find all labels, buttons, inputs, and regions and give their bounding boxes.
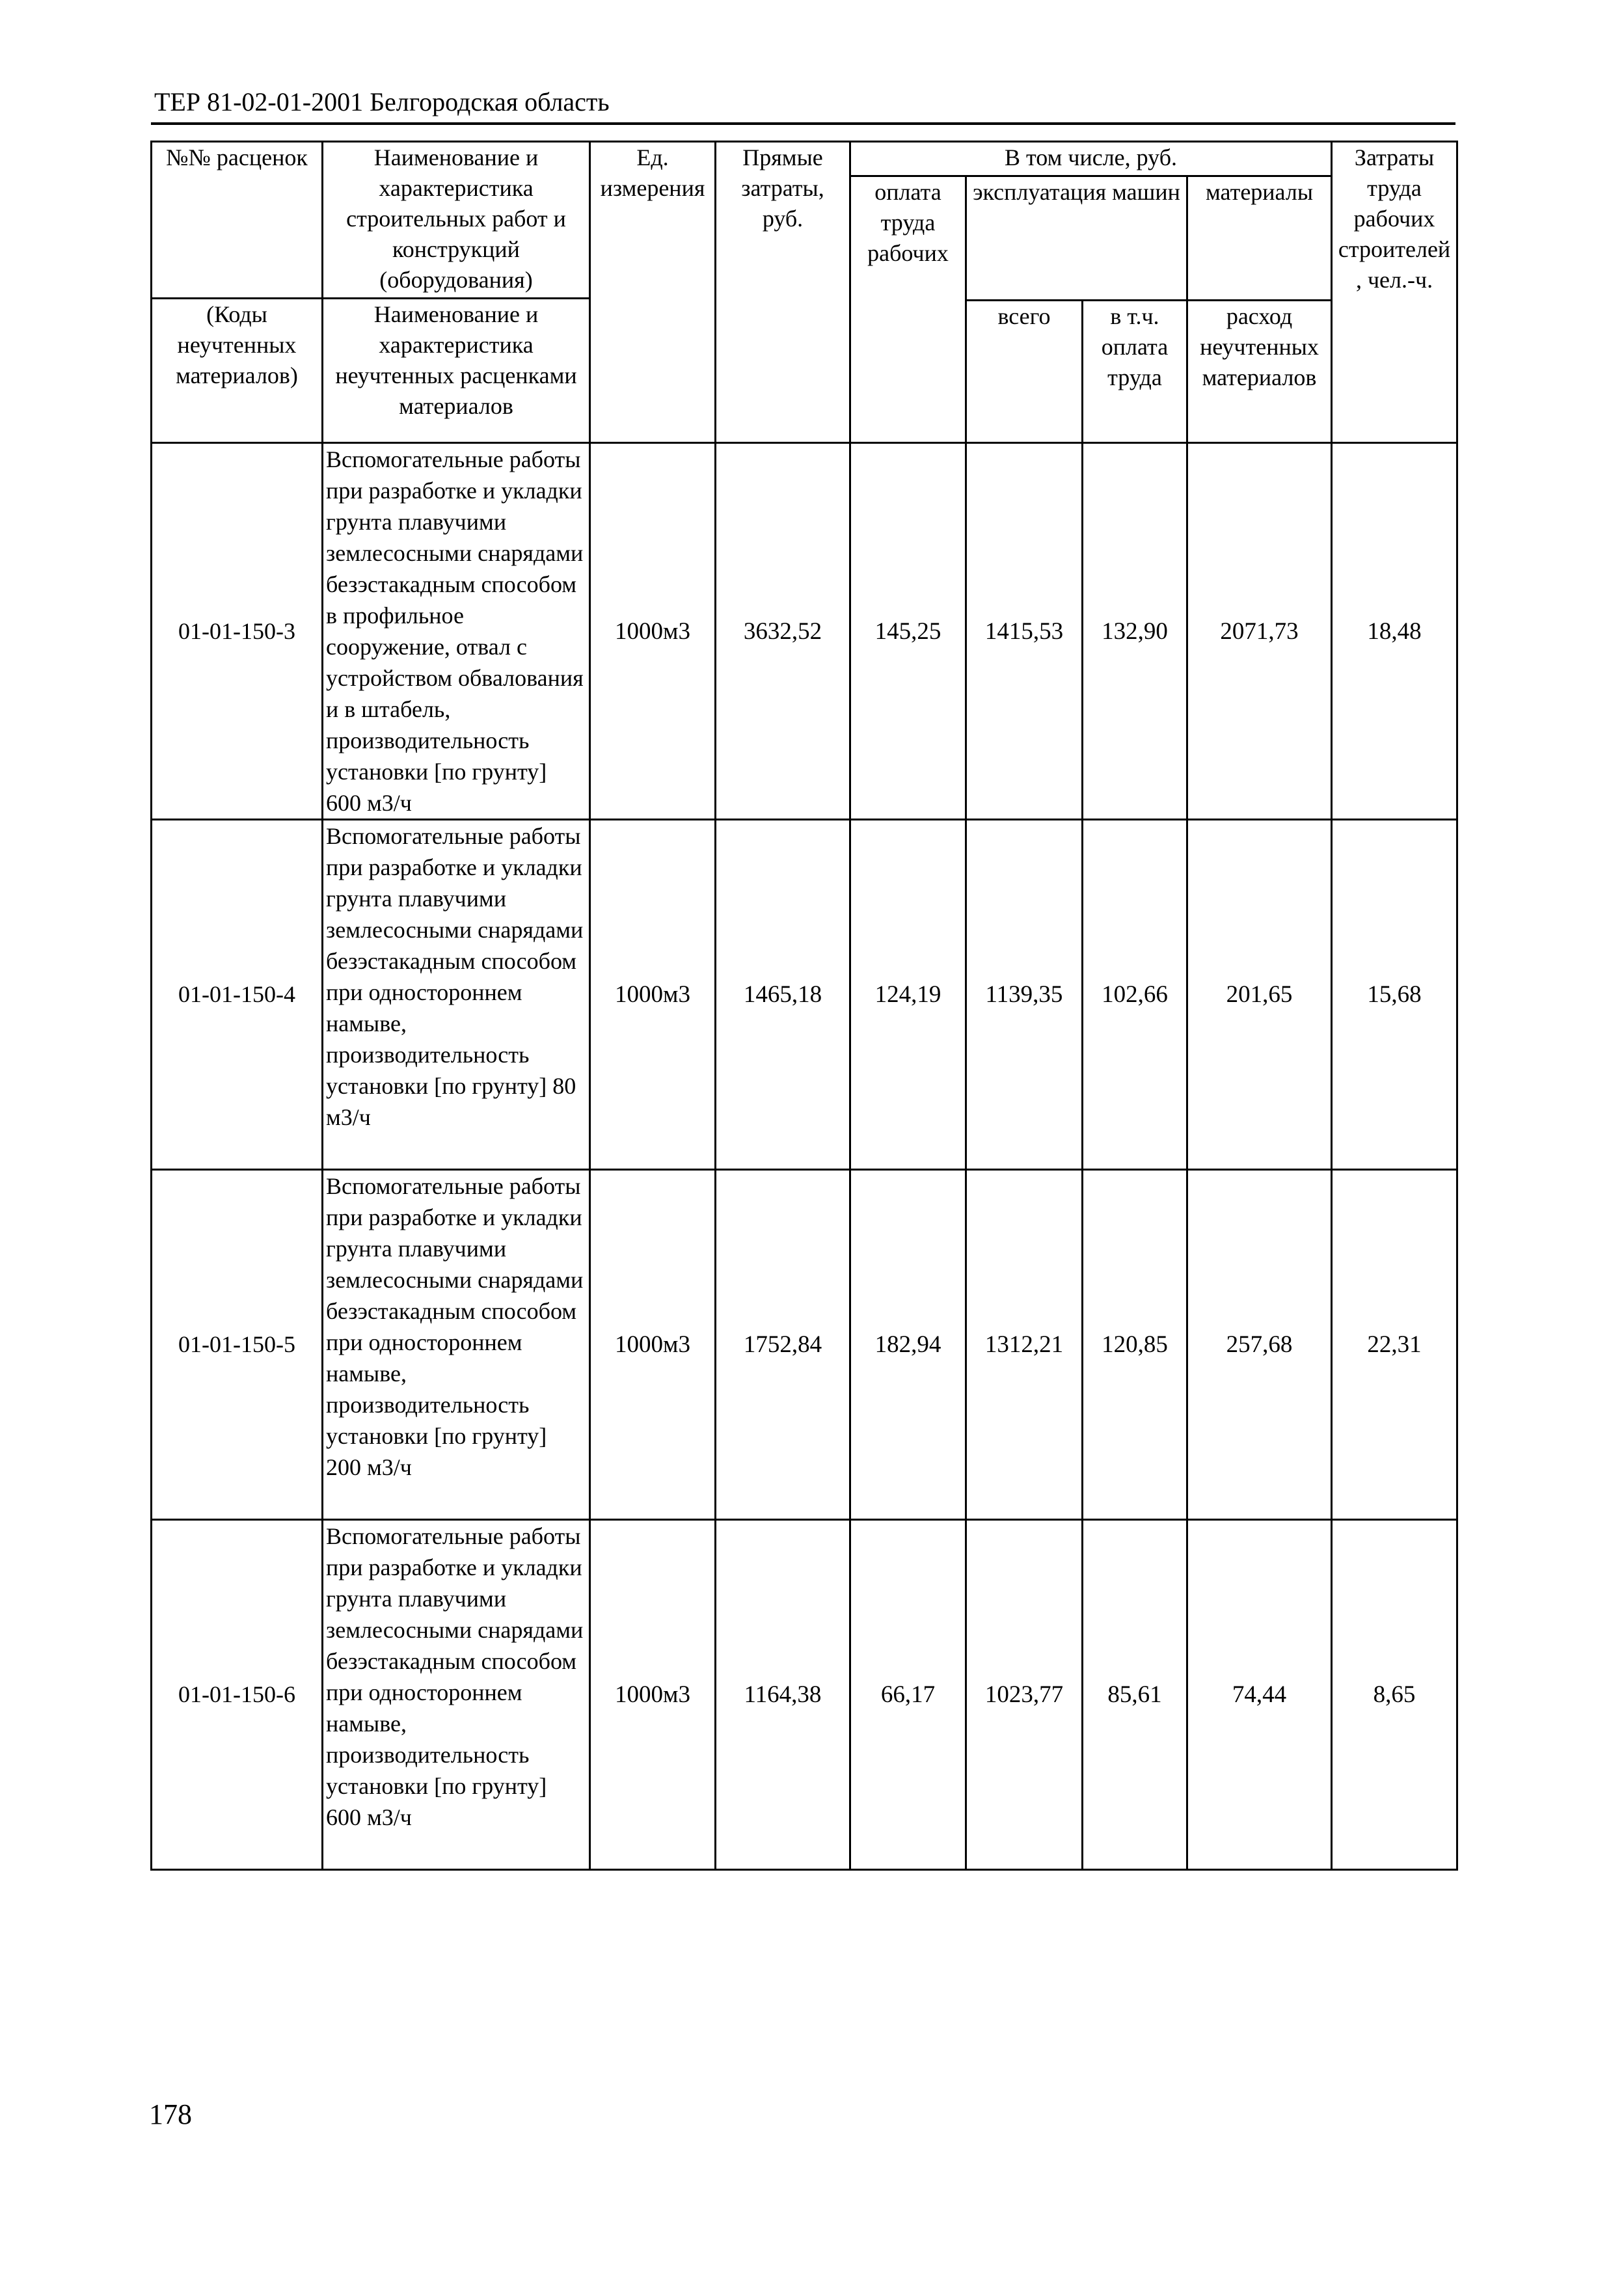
row-name: Вспомогательные работы при разработке и укладки грунта плавучими землесосными снарядами безэстакадным способом при одностороннем намыве, производительность установки [по грунту] 80 м3/ч — [323, 820, 590, 1170]
row-labor: 8,65 — [1332, 1520, 1457, 1870]
page-number: 178 — [149, 2098, 192, 2130]
row-wages: 145,25 — [850, 443, 966, 820]
row-wages: 66,17 — [850, 1520, 966, 1870]
row-unit: 1000м3 — [590, 820, 716, 1170]
row-machines-total: 1312,21 — [966, 1170, 1083, 1520]
header-labor: Затраты труда рабочих строителей, чел.-ч. — [1332, 142, 1457, 443]
row-code: 01-01-150-5 — [152, 1170, 323, 1520]
header-materials: материалы — [1187, 176, 1332, 301]
table-row — [152, 443, 1457, 820]
header-including: В том числе, руб. — [850, 142, 1332, 176]
row-wages: 124,19 — [850, 820, 966, 1170]
table-row — [152, 1520, 1457, 1870]
header-materials-bottom: расход неучтенных материалов — [1187, 301, 1332, 443]
header-wages: оплата труда рабочих — [850, 176, 966, 443]
row-name: Вспомогательные работы при разработке и укладки грунта плавучими землесосными снарядами безэстакадным способом при одностороннем намыве, производительность установки [по грунту] 600 м3/ч — [323, 1520, 590, 1870]
header-direct-costs: Прямые затраты, руб. — [716, 142, 850, 443]
row-materials: 74,44 — [1187, 1520, 1332, 1870]
row-direct: 3632,52 — [716, 443, 850, 820]
row-machines-total: 1139,35 — [966, 820, 1083, 1170]
row-machines-wages: 132,90 — [1083, 443, 1187, 820]
row-machines-wages: 85,61 — [1083, 1520, 1187, 1870]
row-code: 01-01-150-3 — [152, 443, 323, 820]
row-labor: 15,68 — [1332, 820, 1457, 1170]
row-labor: 22,31 — [1332, 1170, 1457, 1520]
row-direct: 1164,38 — [716, 1520, 850, 1870]
header-row-1 — [152, 142, 1457, 176]
header-machines: эксплуатация машин — [966, 176, 1187, 301]
header-code-cell — [152, 142, 323, 443]
row-unit: 1000м3 — [590, 443, 716, 820]
header-machines-wages: в т.ч. оплата труда — [1083, 301, 1187, 443]
row-materials: 2071,73 — [1187, 443, 1332, 820]
header-name-top: Наименование и характеристика строительных работ и конструкций (оборудования) — [323, 142, 589, 299]
row-machines-wages: 102,66 — [1083, 820, 1187, 1170]
header-rule — [151, 122, 1455, 125]
header-code-top: №№ расценок — [152, 142, 321, 299]
row-machines-total: 1415,53 — [966, 443, 1083, 820]
table-row — [152, 1170, 1457, 1520]
row-wages: 182,94 — [850, 1170, 966, 1520]
rates-table — [150, 141, 1458, 1871]
row-direct: 1465,18 — [716, 820, 850, 1170]
row-labor: 18,48 — [1332, 443, 1457, 820]
row-direct: 1752,84 — [716, 1170, 850, 1520]
row-unit: 1000м3 — [590, 1170, 716, 1520]
row-materials: 201,65 — [1187, 820, 1332, 1170]
row-materials: 257,68 — [1187, 1170, 1332, 1520]
row-code: 01-01-150-4 — [152, 820, 323, 1170]
header-machines-total: всего — [966, 301, 1083, 443]
table-row — [152, 820, 1457, 1170]
row-machines-wages: 120,85 — [1083, 1170, 1187, 1520]
header-code-bottom: (Коды неучтенных материалов) — [176, 301, 298, 388]
header-name-bottom: Наименование и характеристика неучтенных расценками материалов — [335, 301, 577, 419]
row-code: 01-01-150-6 — [152, 1520, 323, 1870]
row-machines-total: 1023,77 — [966, 1520, 1083, 1870]
row-name: Вспомогательные работы при разработке и укладки грунта плавучими землесосными снарядами безэстакадным способом при одностороннем намыве, производительность установки [по грунту] 200 м3/ч — [323, 1170, 590, 1520]
page-header-title: ТЕР 81-02-01-2001 Белгородская область — [154, 87, 610, 116]
row-name: Вспомогательные работы при разработке и укладки грунта плавучими землесосными снарядами безэстакадным способом в профильное сооружение, отвал с устройством обвалования и в штабель, производительность установки [по грунту] 600 м3/ч — [323, 443, 590, 820]
header-name-cell — [323, 142, 590, 443]
header-unit: Ед. измерения — [590, 142, 716, 443]
row-unit: 1000м3 — [590, 1520, 716, 1870]
